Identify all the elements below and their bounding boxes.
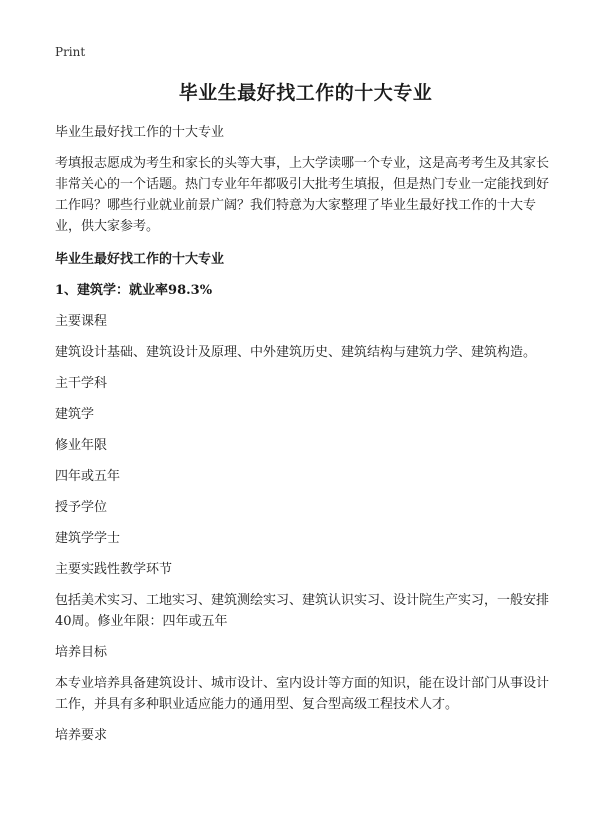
value-training-goal: 本专业培养具备建筑设计、城市设计、室内设计等方面的知识，能在设计部门从事设计工作，并具有多种职业适应能力的通用型、复合型高级工程技术人才。 (55, 676, 550, 712)
subtitle-paragraph: 毕业生最好找工作的十大专业 (55, 125, 225, 140)
value-main-courses: 建筑设计基础、建筑设计及原理、中外建筑历史、建筑结构与建筑力学、建筑构造。 (55, 345, 537, 360)
value-study-duration: 四年或五年 (55, 469, 121, 484)
document-title: 毕业生最好找工作的十大专业 (178, 82, 433, 104)
value-practice: 包括美术实习、工地实习、建筑测绘实习、建筑认识实习、设计院生产实习，一般安排40周。修业年限：四年或五年 (55, 593, 550, 629)
label-main-courses: 主要课程 (55, 314, 108, 329)
item-heading-architecture: 1、建筑学：就业率98.3% (55, 283, 213, 298)
label-study-duration: 修业年限 (55, 438, 108, 453)
value-main-discipline: 建筑学 (55, 407, 95, 422)
intro-paragraph: 考填报志愿成为考生和家长的头等大事，上大学读哪一个专业，这是高考考生及其家长非常关心的一个话题。热门专业年年都吸引大批考生填报，但是热门专业一定能找到好工作吗？哪些行业就业前景广阔？我们特意为大家整理了毕业生最好找工作的十大专业，供大家参考。 (55, 156, 550, 234)
label-main-discipline: 主干学科 (55, 376, 108, 391)
label-training-requirements: 培养要求 (55, 728, 108, 743)
print-label[interactable]: Print (55, 45, 86, 59)
label-training-goal: 培养目标 (55, 645, 108, 660)
value-degree: 建筑学学士 (55, 531, 121, 546)
label-degree: 授予学位 (55, 500, 108, 515)
label-practice: 主要实践性教学环节 (55, 562, 173, 577)
section-heading: 毕业生最好找工作的十大专业 (55, 252, 225, 267)
